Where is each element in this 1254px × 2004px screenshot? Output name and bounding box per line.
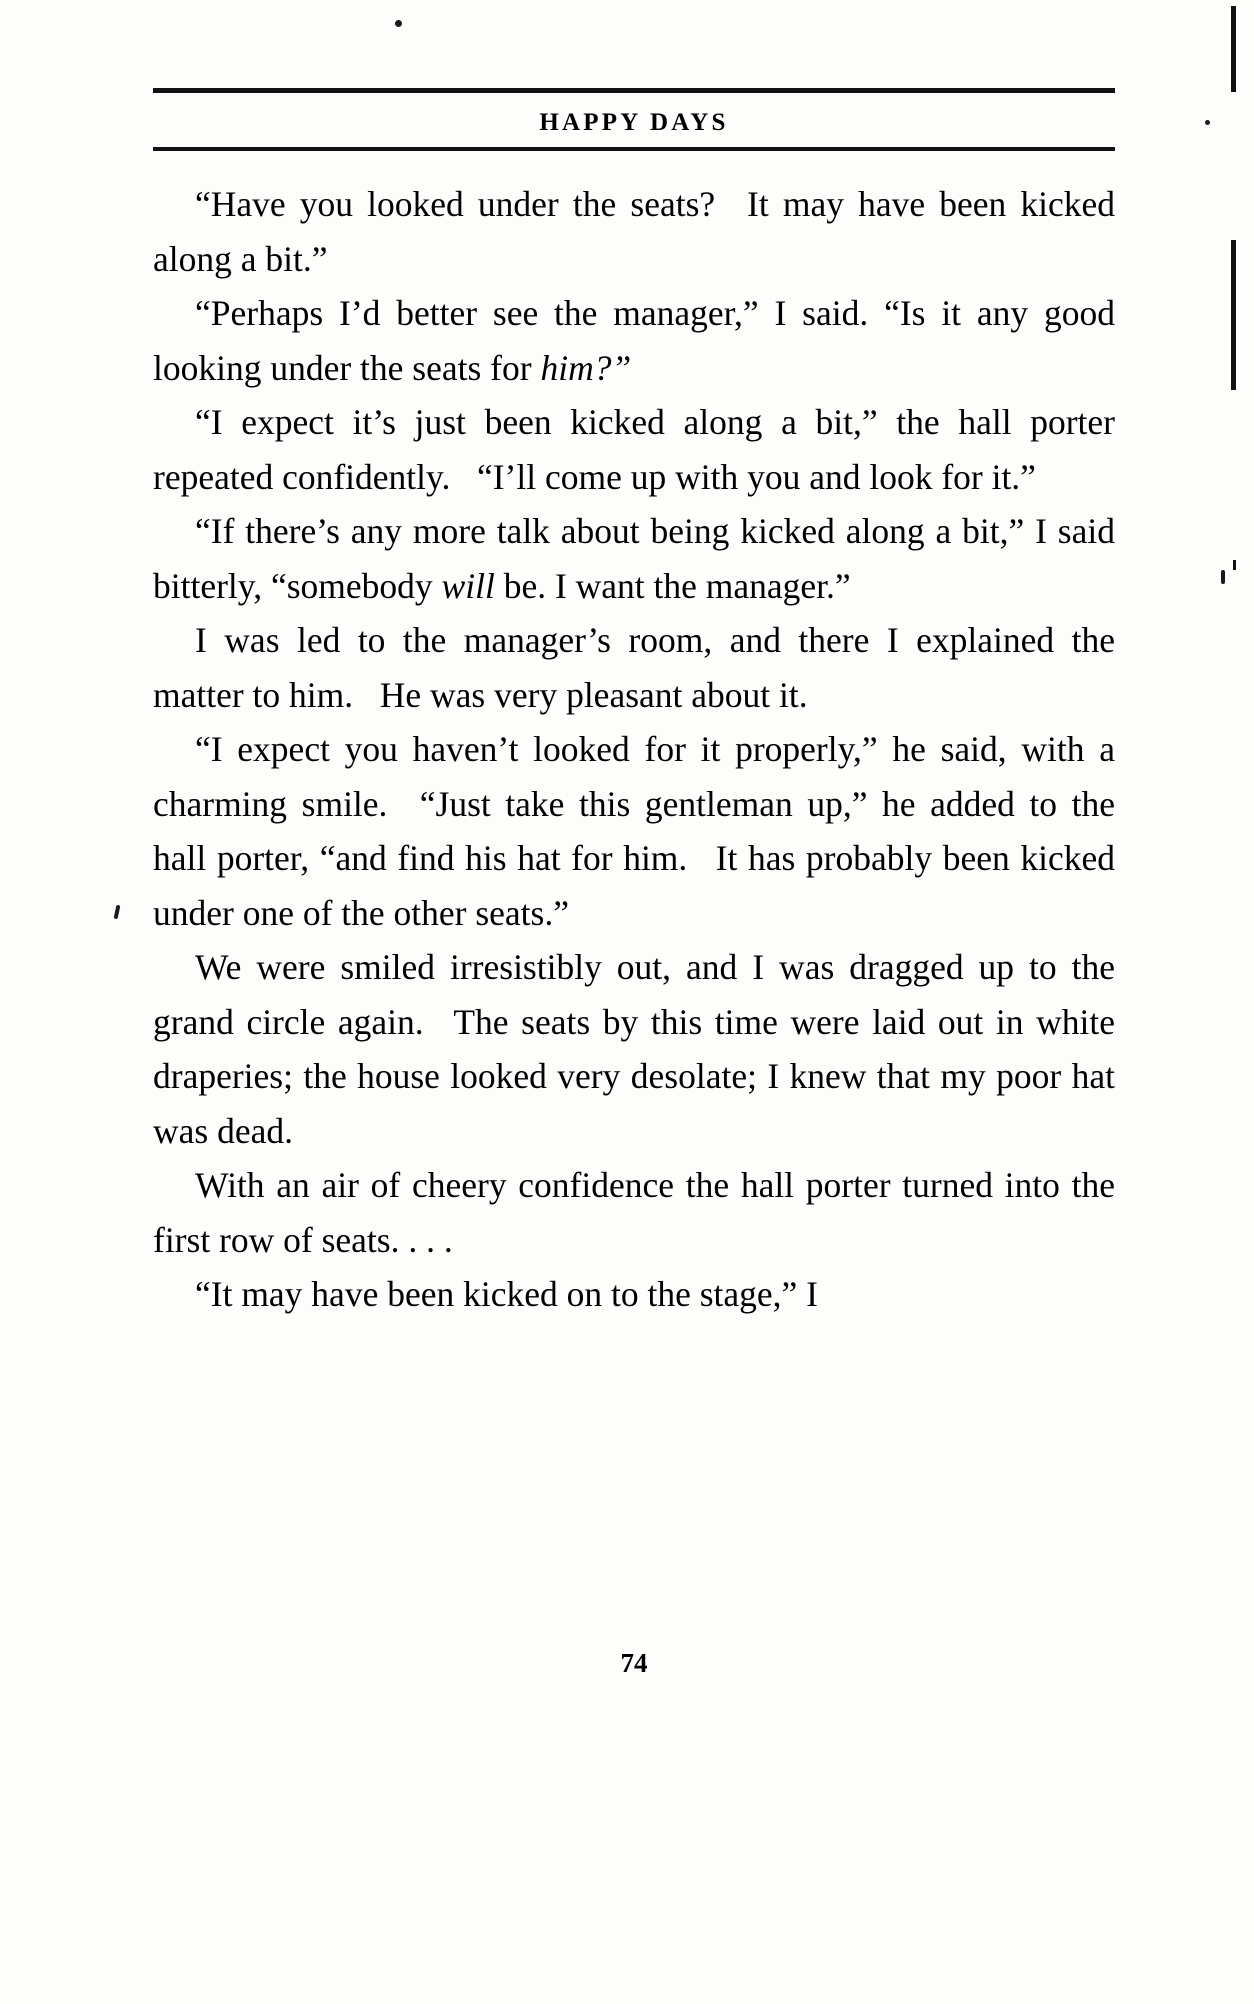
header-rule-bottom [153,147,1115,151]
scan-speck [1221,570,1225,584]
paragraph: With an air of cheery confidence the hall porter turned into the first row of seats. . . . [153,1165,1115,1260]
scan-edge-artifact [1231,6,1236,92]
scan-edge-artifact [1231,240,1236,390]
scan-speck [1205,120,1210,125]
paragraph: “It may have been kicked on to the stage,” I [195,1274,818,1314]
paragraph: I was led to the manager’s room, and there I explained the matter to him. He was very pleasant about it. [153,620,1115,715]
scan-speck [114,905,121,920]
paragraph: We were smiled irresistibly out, and I was dragged up to the grand circle again. The seats by this time were laid out in white draperies; the house looked very desolate; I knew that my poor hat was dead. [153,947,1115,1151]
page-number: 74 [620,1648,648,1678]
page-content [153,0,1115,1678]
paragraph: “I expect it’s just been kicked along a bit,” the hall porter repeated confidently. “I’ll come up with you and look for it.” [153,402,1115,497]
paragraph: “I expect you haven’t looked for it properly,” he said, with a charming smile. “Just take this gentleman up,” he added to the hall porter, “and find his hat for him. It has probably been kicked under one of the other seats.” [153,729,1115,933]
scan-edge-artifact [1233,560,1236,570]
running-head: HAPPY DAYS [539,109,729,136]
paragraph: “Have you looked under the seats? It may have been kicked along a bit.” [153,184,1115,279]
paragraph: “If there’s any more talk about being kicked along a bit,” I said bitterly, “somebody will be. I want the manager.” [153,511,1115,606]
body-text [153,177,1115,1322]
paragraph: “Perhaps I’d better see the manager,” I said. “Is it any good looking under the seats for him?” [153,293,1115,388]
